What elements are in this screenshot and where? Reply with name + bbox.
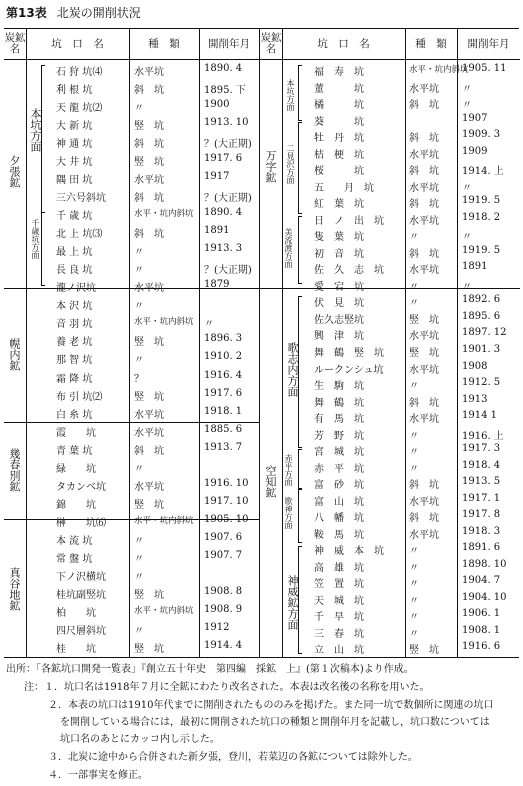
pit-kind: 竪 坑: [134, 337, 164, 349]
pit-name: 大 井 坑: [56, 157, 93, 169]
group-chitose: 千歳坑方面: [31, 219, 40, 259]
left-half: [4, 29, 259, 657]
pit-name: 宮 城 坑: [314, 447, 364, 459]
pit-name: 有 馬 坑: [314, 414, 364, 426]
pit-name: 霞 坑: [56, 427, 96, 439]
open-date: 1898. 10: [462, 558, 507, 570]
open-date: 1916. 上: [462, 430, 504, 442]
open-date: 1913. 5: [462, 476, 501, 488]
pit-name: 五 月 坑: [314, 182, 374, 194]
pit-name: 董 坑: [314, 83, 364, 95]
open-date: 1908. 1: [462, 624, 501, 636]
pit-kind: 斜 坑: [409, 248, 439, 260]
pit-kind: 〃: [134, 301, 144, 313]
pit-name: 伏 見 坑: [314, 298, 364, 310]
pit-kind: 斜 坑: [409, 397, 439, 409]
open-date: 1891: [462, 261, 488, 273]
pit-name: 紅 葉 坑: [314, 199, 364, 211]
pit-kind: 竪 坑: [134, 391, 164, 403]
pit-kind: 水平坑: [409, 331, 439, 343]
open-date: 1909: [462, 145, 488, 157]
pit-kind: 〃: [409, 298, 419, 310]
pit-name: 生 駒 坑: [314, 381, 364, 393]
pit-kind: 〃: [409, 628, 419, 640]
pit-kind: 〃: [409, 579, 419, 591]
group-akabira: 赤平方面: [284, 454, 293, 486]
pit-name: 神 通 坑: [56, 139, 93, 151]
table-row: [4, 529, 259, 548]
note-3: ３．北炭に途中から合併された新夕張，登川，若菜辺の各鉱については除外した。: [48, 752, 418, 763]
open-date: 1892. 6: [462, 294, 501, 306]
open-date: 1919. 5: [462, 195, 501, 207]
pit-kind: 〃: [409, 447, 419, 459]
open-date: ？(大正期): [204, 193, 252, 205]
pit-name: 神 威 本 坑: [314, 546, 384, 558]
pit-kind: 〃: [134, 103, 144, 115]
pit-name: 牡 丹 坑: [314, 133, 364, 145]
pit-kind: 〃: [134, 463, 144, 475]
pit-name: 那 智 坑: [56, 355, 93, 367]
mine-horonai: 幌内鉱: [8, 337, 21, 371]
source-note: 出所：「各鉱坑口開発一覧表」『創立五十年史 第四編 採鉱 上』(第１次稿本)より作成。: [6, 664, 414, 675]
pit-kind: 竪 坑: [409, 314, 439, 326]
pit-kind: 水平・坑内斜坑: [134, 317, 194, 328]
open-date: 1901. 3: [462, 343, 501, 355]
table-number: 第13表: [6, 6, 47, 20]
pit-name: 北 上 坑⑶: [56, 229, 103, 241]
pit-kind: 水平坑: [134, 427, 164, 439]
open-date: 1879: [204, 279, 230, 291]
open-date: 〃: [462, 182, 472, 194]
open-date: 1918. 4: [462, 459, 501, 471]
right-half: [259, 29, 520, 657]
pit-kind: 斜 坑: [409, 100, 439, 112]
pit-name: 利 根 坑: [56, 85, 93, 97]
table-title: [6, 4, 141, 21]
note-2b: を開削している場合には，最初に開削された坑口の種類と開削年月を記載し，坑口数については: [60, 717, 490, 728]
pit-name: 瀧ノ沢坑: [56, 283, 96, 295]
pit-kind: 〃: [409, 595, 419, 607]
pit-name: 隻 葉 坑: [314, 232, 364, 244]
header-pit: 坑 口 名: [51, 37, 104, 50]
table-row: [4, 511, 259, 530]
note-1: 注：１．坑口名は1918年７月に全鉱にわたり改名された。本表は改名後の名称を用いた。: [24, 682, 430, 693]
pit-kind: 斜 坑: [409, 513, 439, 525]
open-date: 1917. 6: [204, 387, 243, 399]
pit-name: 舞 鶴 竪 坑: [314, 347, 384, 359]
mine-ikushunbetsu: 幾春別鉱: [8, 448, 21, 492]
pit-kind: 水平・坑内斜坑: [409, 65, 469, 75]
open-date: 1897. 12: [462, 327, 507, 339]
header-kind-r: 種 類: [415, 37, 447, 50]
table-row: [4, 385, 259, 404]
pit-kind: 斜 坑: [134, 445, 164, 457]
pit-name: 桜 坑: [314, 166, 364, 178]
pit-name: 三六号斜坑: [56, 193, 106, 205]
open-date: 1918. 1: [204, 405, 243, 417]
table-row: [4, 601, 259, 620]
right-header: [260, 29, 520, 60]
pit-kind: 〃: [409, 612, 419, 624]
pit-kind: 水平坑: [134, 481, 164, 493]
pit-name: 愛 宕 坑: [314, 281, 364, 293]
open-date: 1913. 7: [204, 441, 243, 453]
pit-kind: 水平坑: [409, 414, 439, 426]
open-date: 1914 1: [462, 410, 497, 422]
pit-name: 四尺層斜坑: [56, 625, 106, 637]
open-date: 1917. 6: [204, 153, 243, 165]
pit-name: 鞍 馬 坑: [314, 529, 364, 541]
pit-name: 高 雄 坑: [314, 562, 364, 574]
open-date: 1904. 7: [462, 575, 501, 587]
pit-kind: 〃: [409, 562, 419, 574]
pit-name: 福 寿 坑: [314, 67, 364, 78]
pit-name: 芳 野 坑: [314, 430, 364, 442]
pit-kind: 〃: [409, 546, 419, 558]
pit-name: 笠 置 坑: [314, 579, 364, 591]
open-date: 1916. 4: [204, 369, 243, 381]
pit-kind: 〃: [134, 625, 144, 637]
open-date: 1913. 10: [204, 117, 249, 129]
table-row: [4, 421, 259, 440]
open-date: 1890. 4: [204, 207, 243, 219]
open-date: 1913. 3: [204, 243, 243, 255]
table-caption: 北炭の開削状況: [56, 6, 141, 20]
pit-name: 千 歳 坑: [56, 211, 93, 223]
open-date: 1917. 10: [204, 495, 249, 507]
mine-yubari: 夕張鉱: [8, 154, 21, 188]
pit-kind: 〃: [409, 430, 419, 442]
pit-name: 大 新 坑: [56, 121, 93, 133]
open-date: 1917: [204, 171, 230, 183]
pit-kind: 水平坑: [409, 265, 439, 277]
pit-kind: 竪 坑: [134, 643, 164, 655]
pit-name: 三 春 坑: [314, 628, 364, 640]
pit-kind: 〃: [134, 553, 144, 565]
table-row: [4, 348, 259, 367]
pit-kind: 水平・坑内斜坑: [134, 209, 194, 220]
table-row: [4, 312, 259, 331]
open-date: 1885. 6: [204, 423, 243, 435]
open-date: 1908. 8: [204, 585, 243, 597]
pit-kind: 竪 坑: [134, 589, 164, 601]
open-date: ？(大正期): [204, 139, 252, 151]
open-date: 1917. 1: [462, 492, 501, 504]
header-year-r: 開削年月: [467, 37, 510, 50]
open-date: 1904. 10: [462, 591, 507, 603]
table-row: [4, 330, 259, 349]
pit-name: ルークンシュ坑: [314, 364, 384, 376]
pit-name: 霜 降 坑: [56, 373, 93, 385]
pit-kind: 〃: [134, 571, 144, 583]
pit-name: 音 羽 坑: [56, 319, 93, 331]
open-date: 1919. 5: [462, 244, 501, 256]
pit-kind: 〃: [134, 265, 144, 277]
pit-kind: 水平坑: [409, 83, 439, 95]
group-honko: 本坑方面: [29, 108, 42, 152]
open-date: 1912: [204, 621, 230, 633]
open-date: 1916. 6: [462, 641, 501, 653]
header-mine-r: 炭鉱名: [260, 32, 282, 55]
pit-name: 錦 坑: [56, 499, 96, 511]
group-kamui: 神威鉱方面: [286, 574, 299, 630]
pit-name: タカンベ坑: [56, 481, 106, 493]
pit-kind: 斜 坑: [409, 480, 439, 492]
open-date: 〃: [204, 319, 214, 331]
pit-kind: 水平坑: [134, 67, 164, 78]
pit-name: 富 山 坑: [314, 496, 364, 508]
mine-mayachi: 真谷地鉱: [8, 567, 21, 611]
pit-name: 下ノ沢横坑: [56, 571, 106, 583]
pit-name: 布 引 坑⑵: [56, 391, 103, 403]
open-date: 1917. 3: [462, 443, 501, 455]
pit-kind: 水平・坑内斜坑: [134, 515, 194, 526]
pit-kind: 水平坑: [134, 283, 164, 295]
table-row: [4, 493, 259, 512]
group-manji-honko: 本坑方面: [286, 79, 295, 111]
pit-kind: 斜 坑: [134, 229, 164, 241]
pit-name: 赤 平 坑: [314, 463, 364, 475]
pit-kind: ？: [134, 373, 144, 385]
pit-kind: 水平坑: [409, 529, 439, 541]
pit-name: 興 津 坑: [314, 331, 364, 343]
open-date: 1900: [204, 99, 230, 111]
open-date: 1905. 11: [462, 63, 507, 74]
pit-name: 日 ノ 出 坑: [314, 215, 384, 227]
open-date: 1916. 10: [204, 477, 249, 489]
open-date: 1914. 4: [204, 639, 243, 651]
note-2a: ２．本表の坑口は1910年代までに開削されたもののみを掲げた。また同一坑で数個所に関連の坑口: [48, 700, 494, 711]
pit-name: 葵 坑: [314, 116, 364, 128]
pit-kind: 〃: [409, 232, 419, 244]
open-date: 1914. 上: [462, 166, 504, 178]
open-date: 1907. 7: [204, 549, 243, 561]
table-row: [4, 637, 259, 656]
pit-name: 佐 久 志 坑: [314, 265, 384, 277]
pit-name: 富 砂 坑: [314, 480, 364, 492]
pit-name: 養 老 坑: [56, 337, 93, 349]
header-year: 開削年月: [208, 37, 250, 50]
pit-kind: 竪 坑: [409, 645, 439, 657]
pit-name: 最 上 坑: [56, 247, 93, 259]
header-kind: 種 類: [148, 37, 180, 50]
pit-name: 初 音 坑: [314, 248, 364, 260]
pit-name: 本 沢 坑: [56, 301, 93, 313]
pit-name: 本 流 坑: [56, 535, 93, 547]
pit-kind: 竪 坑: [134, 157, 164, 169]
header-mine: 炭鉱名: [4, 32, 26, 55]
mine-manji: 万字鉱: [264, 149, 277, 183]
pit-kind: 〃: [409, 381, 419, 393]
open-date: 1908: [462, 360, 488, 372]
note-2c: 坑口名のあとにカッコ内し示した。: [60, 734, 220, 745]
open-date: 1917. 8: [462, 509, 501, 521]
pit-name: 榊 坑⑹: [56, 517, 106, 529]
pit-kind: 水平坑: [409, 149, 439, 161]
open-date: ？(大正期): [204, 265, 252, 277]
pit-kind: 竪 坑: [134, 121, 164, 133]
open-date: 1905. 10: [204, 513, 249, 525]
pit-name: 橘 坑: [314, 100, 364, 112]
pit-name: 千 早 坑: [314, 612, 364, 624]
pit-kind: 竪 坑: [409, 347, 439, 359]
note-4: ４．一部事実を修正。: [48, 770, 148, 781]
pit-name: 八 幡 坑: [314, 513, 364, 525]
pit-kind: 竪 坑: [134, 499, 164, 511]
pit-kind: 水平・坑内斜坑: [134, 605, 194, 616]
pit-kind: 水平坑: [134, 409, 164, 421]
table-row: [4, 583, 259, 602]
pit-kind: 水平坑: [409, 215, 439, 227]
pit-name: 天 城 坑: [314, 595, 364, 607]
open-date: 1907: [462, 112, 488, 124]
open-date: 1918. 2: [462, 211, 501, 223]
open-date: 1895. 6: [462, 310, 501, 322]
open-date: 〃: [462, 232, 472, 244]
open-date: 1891. 6: [462, 542, 501, 554]
table-row: [4, 565, 259, 584]
pit-name: 舞 鶴 坑: [314, 397, 364, 409]
pit-kind: 水平坑: [409, 182, 439, 194]
table-row: [4, 457, 259, 476]
pit-name: 桂 坑: [56, 643, 96, 655]
table-row: [4, 367, 259, 386]
open-date: 1895. 下: [204, 85, 246, 97]
open-date: 1912. 5: [462, 377, 501, 389]
pit-name: 桔 梗 坑: [314, 149, 364, 161]
mine-table: [4, 28, 519, 658]
group-mirudo: 美流渡方面: [284, 228, 293, 268]
open-date: 1891: [204, 225, 230, 237]
pit-kind: 斜 坑: [409, 133, 439, 145]
table-row: [4, 403, 259, 422]
pit-kind: 〃: [134, 247, 144, 259]
pit-kind: 斜 坑: [134, 85, 164, 97]
pit-kind: 〃: [134, 355, 144, 367]
mine-sorachi: 空知鉱: [264, 464, 277, 498]
open-date: 1908. 9: [204, 603, 243, 615]
open-date: 1907. 6: [204, 531, 243, 543]
open-date: 1913: [462, 393, 488, 405]
pit-kind: 水平坑: [409, 364, 439, 376]
pit-name: 白 糸 坑: [56, 409, 93, 421]
open-date: 1909. 3: [462, 129, 501, 141]
pit-name: 佐久志竪坑: [314, 314, 364, 326]
open-date: 1906. 1: [462, 608, 501, 620]
table-row: [4, 439, 259, 458]
pit-kind: 〃: [409, 463, 419, 475]
pit-name: 柏 坑: [56, 607, 96, 619]
pit-kind: 斜 坑: [134, 139, 164, 151]
open-date: 1910. 2: [204, 351, 243, 363]
pit-kind: 水平坑: [409, 496, 439, 508]
header-pit-r: 坑 口 名: [317, 37, 370, 50]
left-header: [4, 29, 259, 60]
pit-name: 常 盤 坑: [56, 553, 93, 565]
open-date: 〃: [462, 83, 472, 95]
table-row: [4, 619, 259, 638]
open-date: 1896. 3: [204, 333, 243, 345]
group-futamizawa: 二見沢方面: [286, 144, 295, 184]
pit-name: 天 龍 坑⑵: [56, 103, 103, 115]
pit-name: 立 山 坑: [314, 645, 364, 657]
pit-name: 石 狩 坑⑷: [56, 67, 103, 78]
table-row: [4, 294, 259, 313]
pit-kind: 斜 坑: [409, 166, 439, 178]
open-date: 〃: [462, 281, 472, 293]
open-date: 〃: [462, 100, 472, 112]
open-date: 1918. 3: [462, 525, 501, 537]
pit-kind: 〃: [409, 281, 419, 293]
pit-name: 青 葉 坑: [56, 445, 93, 457]
group-utashinai: 歌志内方面: [286, 341, 299, 397]
pit-name: 桂坑副竪坑: [56, 589, 106, 601]
pit-kind: 斜 坑: [409, 199, 439, 211]
group-utagami: 歌神方面: [284, 497, 293, 529]
open-date: 1890. 4: [204, 63, 243, 74]
pit-name: 緑 坑: [56, 463, 96, 475]
pit-name: 隅 田 坑: [56, 175, 93, 187]
pit-kind: 斜 坑: [134, 193, 164, 205]
pit-name: 長 良 坑: [56, 265, 93, 277]
pit-kind: 水平坑: [134, 175, 164, 187]
table-row: [4, 475, 259, 494]
pit-kind: 〃: [134, 535, 144, 547]
table-row: [4, 547, 259, 566]
